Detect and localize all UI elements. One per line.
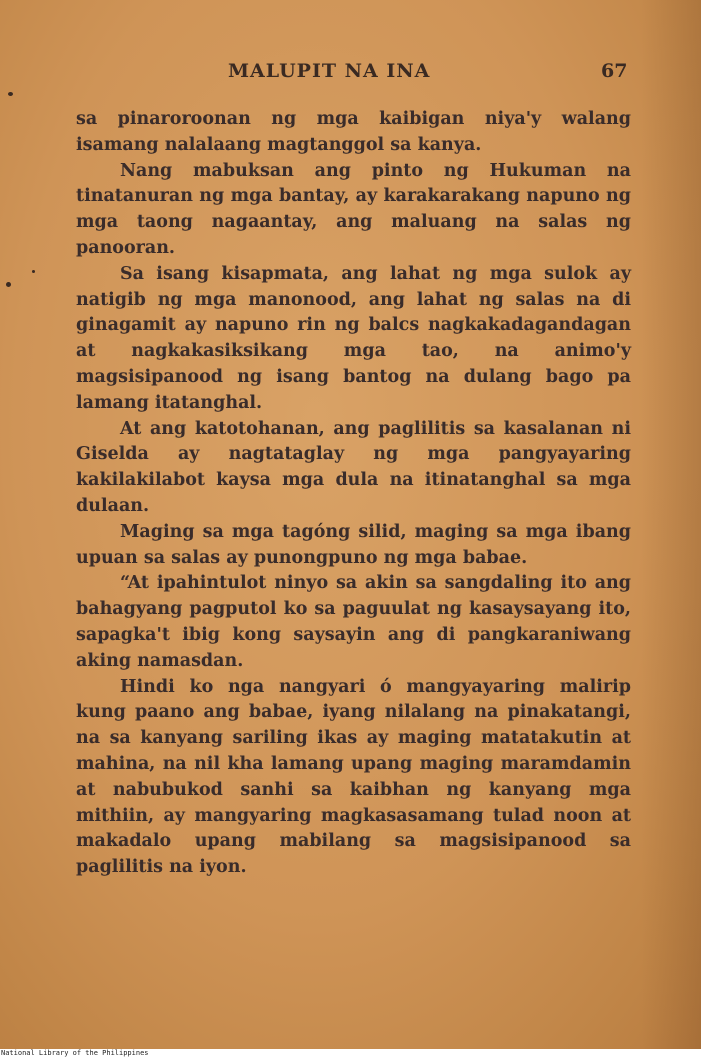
paper-speck	[6, 282, 11, 287]
paragraph: Nang mabuksan ang pinto ng Hukuman na tinatanuran ng mga bantay, ay karakarakang napuno ng mga taong nagaantay, ang maluang na salas ng panooran.	[76, 160, 631, 258]
paragraph: Sa isang kisapmata, ang lahat ng mga sulok ay natigib ng mga manonood, ang lahat ng salas na di ginagamit ay napuno rin ng balcs nagkakadagandagan at nagkakasiksikang mga tao, na animo'y magsisipanood ng isang bantog na dulang bago pa lamang itatanghal.	[76, 263, 631, 413]
library-credit: National Library of the Philippines	[0, 1049, 701, 1058]
running-header	[0, 60, 701, 90]
page-number: 67	[601, 60, 628, 82]
body-text	[76, 107, 631, 881]
paragraph: Hindi ko nga nangyari ó mangyayaring malirip kung paano ang babae, iyang nilalang na pinakatangi, na sa kanyang sariling ikas ay maging matatakutin at mahina, na nil kha lamang upang maging maramdamin at nabubukod sanhi sa kaibhan ng kanyang mga mithiin, ay mangyaring magkasasamang tulad noon at makadalo upang mabilang sa magsisipanood sa paglilitis na iyon.	[76, 676, 631, 878]
paragraph: Maging sa mga tagóng silid, maging sa mga ibang upuan sa salas ay punongpuno ng mga babae.	[76, 521, 631, 568]
paper-speck	[32, 270, 35, 273]
paragraph: sa pinaroroonan ng mga kaibigan niya'y walang isamang nalalaang magtanggol sa kanya.	[76, 109, 631, 155]
paragraph: “At ipahintulot ninyo sa akin sa sangdaling ito ang bahagyang pagputol ko sa paguulat ng kasaysayang ito, sapagka't ibig kong saysayin ang di pangkaraniwang aking namasdan.	[76, 573, 631, 671]
paragraph: At ang katotohanan, ang paglilitis sa kasalanan ni Giselda ay nagtataglay ng mga pangyayaring kakilakilabot kaysa mga dula na itinatanghal sa mga dulaan.	[76, 418, 631, 516]
paper-speck	[8, 92, 13, 96]
running-title: MALUPIT NA INA	[228, 60, 431, 82]
